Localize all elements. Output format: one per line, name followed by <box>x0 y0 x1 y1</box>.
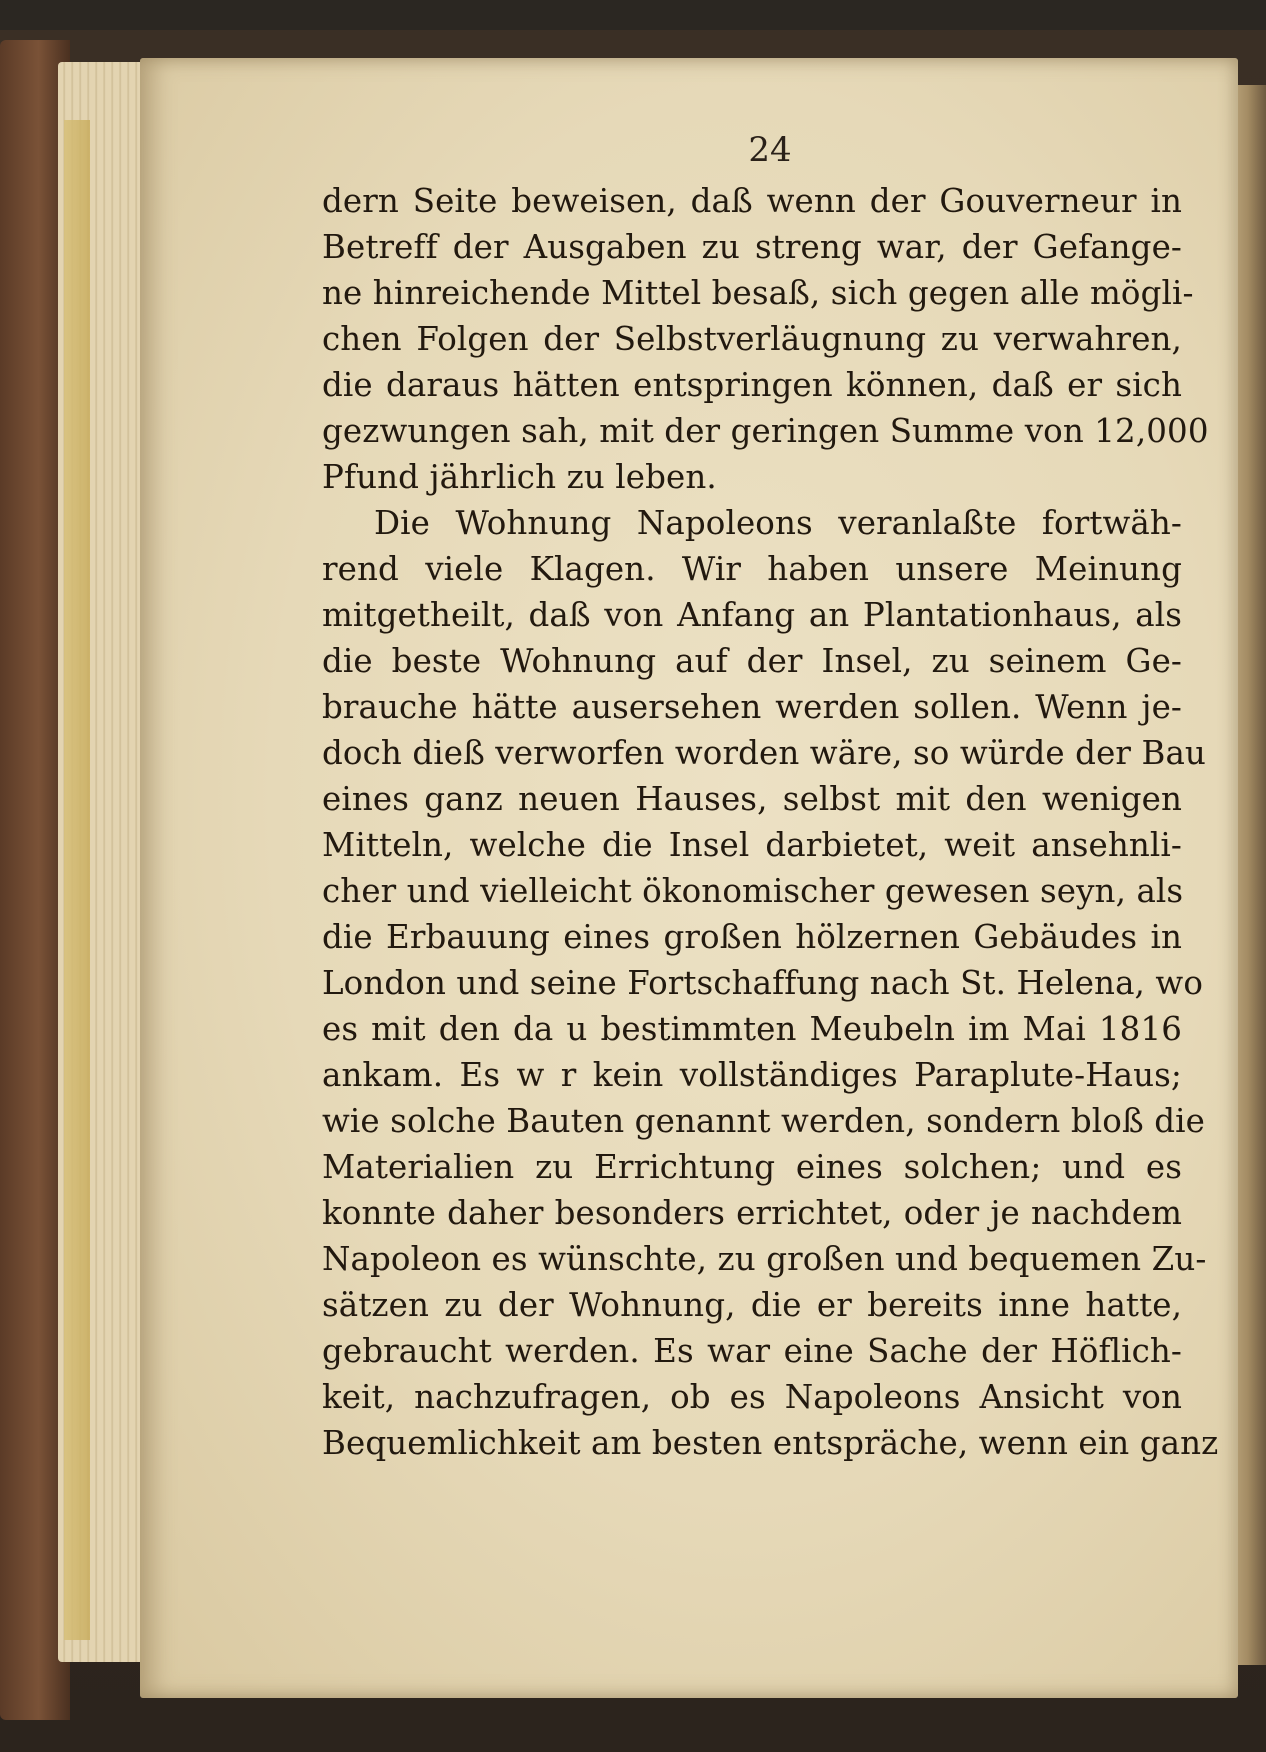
text-line: brauche hätte ausersehen werden sollen. Wenn je- <box>322 688 1182 726</box>
text-line: gebraucht werden. Es war eine Sache der Höflich- <box>322 1332 1182 1370</box>
text-line: chen Folgen der Selbstverläugnung zu verwahren, <box>322 320 1182 358</box>
text-line: Betreff der Ausgaben zu streng war, der Gefange- <box>322 228 1182 266</box>
text-line: Materialien zu Errichtung eines solchen; und es <box>322 1148 1182 1186</box>
text-line: es mit den da u bestimmten Meubeln im Mai 1816 <box>322 1010 1182 1048</box>
page-edge-stain <box>64 120 90 1640</box>
text-line: die Erbauung eines großen hölzernen Gebäudes in <box>322 918 1182 956</box>
text-line: gezwungen sah, mit der geringen Summe von 12,000 <box>322 412 1209 450</box>
page-number: 24 <box>748 130 792 170</box>
text-line: Bequemlichkeit am besten entspräche, wenn ein ganz <box>322 1424 1219 1462</box>
text-line: wie solche Bauten genannt werden, sondern bloß die <box>322 1102 1205 1140</box>
text-line: sätzen zu der Wohnung, die er bereits inne hatte, <box>322 1286 1182 1324</box>
text-line: doch dieß verworfen worden wäre, so würde der Bau <box>322 734 1206 772</box>
text-line: mitgetheilt, daß von Anfang an Plantationhaus, als <box>322 596 1182 634</box>
text-line: rend viele Klagen. Wir haben unsere Meinung <box>322 550 1182 588</box>
text-line: Mitteln, welche die Insel darbietet, weit ansehnli- <box>322 826 1182 864</box>
text-line: dern Seite beweisen, daß wenn der Gouverneur in <box>322 182 1182 220</box>
text-line: cher und vielleicht ökonomischer gewesen seyn, als <box>322 872 1184 910</box>
text-line: London und seine Fortschaffung nach St. Helena, wo <box>322 964 1204 1002</box>
text-line: konnte daher besonders errichtet, oder je nachdem <box>322 1194 1182 1232</box>
text-line: eines ganz neuen Hauses, selbst mit den wenigen <box>322 780 1182 818</box>
text-line: keit, nachzufragen, ob es Napoleons Ansicht von <box>322 1378 1182 1416</box>
text-line: ankam. Es w r kein vollständiges Paraplute-Haus; <box>322 1056 1182 1094</box>
text-line: Pfund jährlich zu leben. <box>322 458 717 496</box>
text-line: die beste Wohnung auf der Insel, zu seinem Ge- <box>322 642 1182 680</box>
text-line: Die Wohnung Napoleons veranlaßte fortwäh- <box>374 504 1182 542</box>
text-line: ne hinreichende Mittel besaß, sich gegen alle mögli- <box>322 274 1194 312</box>
page-text <box>322 178 1219 1466</box>
text-line: Napoleon es wünschte, zu großen und bequemen Zu- <box>322 1240 1207 1278</box>
text-line: die daraus hätten entspringen können, daß er sich <box>322 366 1182 404</box>
